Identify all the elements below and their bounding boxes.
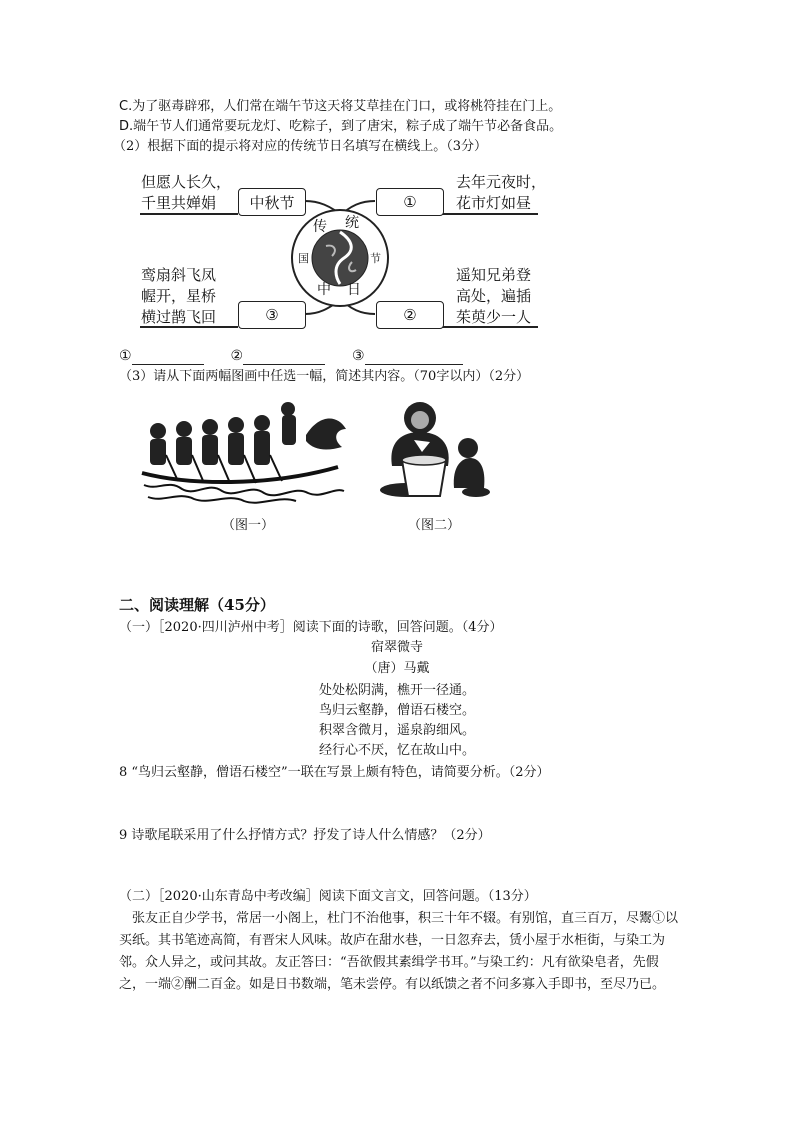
- question-3: （3）请从下面两幅图画中任选一幅，简述其内容。（70字以内）（2分）: [119, 369, 530, 384]
- blank-label-1: ①: [119, 348, 132, 364]
- verse-top-right-2: 花市灯如昼: [456, 194, 532, 212]
- verse-bottom-left-2: 幄开，星桥: [141, 287, 217, 305]
- poem-author: （唐）马戴: [364, 661, 430, 676]
- caption-figure-1: （图一）: [222, 518, 275, 533]
- circle-char-6: 国: [298, 252, 309, 265]
- poem-line-1: 处处松阴满，樵开一径通。: [318, 683, 475, 698]
- circle-char-1: 传: [313, 219, 327, 235]
- caption-figure-2: （图二）: [408, 518, 461, 533]
- circle-char-2: 统: [345, 215, 359, 231]
- question-2: （2）根据下面的提示将对应的传统节日名填写在横线上。（3分）: [113, 139, 488, 154]
- question-9: 9 诗歌尾联采用了什么抒情方式？抒发了诗人什么情感？（2分）: [119, 828, 491, 843]
- box-blank-2: ②: [376, 301, 444, 329]
- classical-passage: 张友正自少学书，常居一小阁上，杜门不治他事，积三十年不辍。有别馆，直三百万，尽鬻①以买纸。其书笔迹高简，有晋宋人风味。故庐在甜水巷，一日忽弃去，赁小屋于水柜街，与染工为邻。众人异之，或问其故。友正答曰：“吾欲假其素缉学书耳。”与染工约：凡有欲染皂者，先假之，一端②酬二百金。如是日书数端，笔未尝停。有以纸馈之者不问多寡入手即书，至尽乃已。: [119, 911, 679, 992]
- part-2-intro: （二）［2020·山东青岛中考改编］阅读下面文言文，回答问题。（13分）: [119, 889, 537, 904]
- dragon-boat-image: [138, 395, 350, 507]
- verse-bottom-left-1: 鸾扇斜飞凤: [141, 266, 217, 284]
- blank-line-3[interactable]: [365, 350, 463, 365]
- circle-char-4: 日: [347, 282, 361, 298]
- verse-bottom-right-1: 遥知兄弟登: [456, 266, 532, 284]
- section-2-title: 二、阅读理解（45分）: [119, 596, 275, 614]
- poem-title: 宿翠微寺: [370, 640, 423, 655]
- box-blank-1: ①: [376, 188, 444, 216]
- poem-line-4: 经行心不厌，忆在故山中。: [318, 743, 475, 758]
- option-d: D.端午节人们通常要玩龙灯、吃粽子，到了唐宋，粽子成了端午节必备食品。: [119, 119, 563, 134]
- option-c: C.为了驱毒辟邪，人们常在端午节这天将艾草挂在门口，或将桃符挂在门上。: [119, 99, 562, 114]
- blank-line-2[interactable]: [243, 350, 325, 365]
- box-mid-autumn: 中秋节: [238, 188, 306, 216]
- verse-top-left-2: 千里共婵娟: [141, 194, 217, 212]
- question-8: 8 “鸟归云壑静，僧语石楼空”一联在写景上颇有特色，请简要分析。（2分）: [119, 765, 550, 780]
- poem-line-2: 鸟归云壑静，僧语石楼空。: [318, 703, 475, 718]
- verse-bottom-left-3: 横过鹊飞回: [141, 308, 217, 326]
- verse-bottom-right-2: 高处，遍插: [456, 287, 532, 305]
- part-1-intro: （一）［2020·四川泸州中考］阅读下面的诗歌，回答问题。（4分）: [119, 620, 503, 635]
- circle-char-5: 中: [317, 282, 331, 298]
- verse-top-right-1: 去年元夜时，: [456, 173, 547, 191]
- box-blank-3: ③: [238, 301, 306, 329]
- verse-top-left-1: 但愿人长久，: [141, 173, 232, 191]
- zongzi-image: [376, 396, 494, 504]
- verse-bottom-right-3: 茱萸少一人: [456, 308, 532, 326]
- blank-line-1[interactable]: [132, 350, 204, 365]
- poem-line-3: 积翠含微月，遥泉韵细风。: [318, 723, 475, 738]
- answer-blanks: [119, 347, 463, 365]
- blank-label-3: ③: [351, 348, 365, 364]
- blank-label-2: ②: [230, 348, 244, 364]
- circle-char-3: 节: [370, 252, 381, 265]
